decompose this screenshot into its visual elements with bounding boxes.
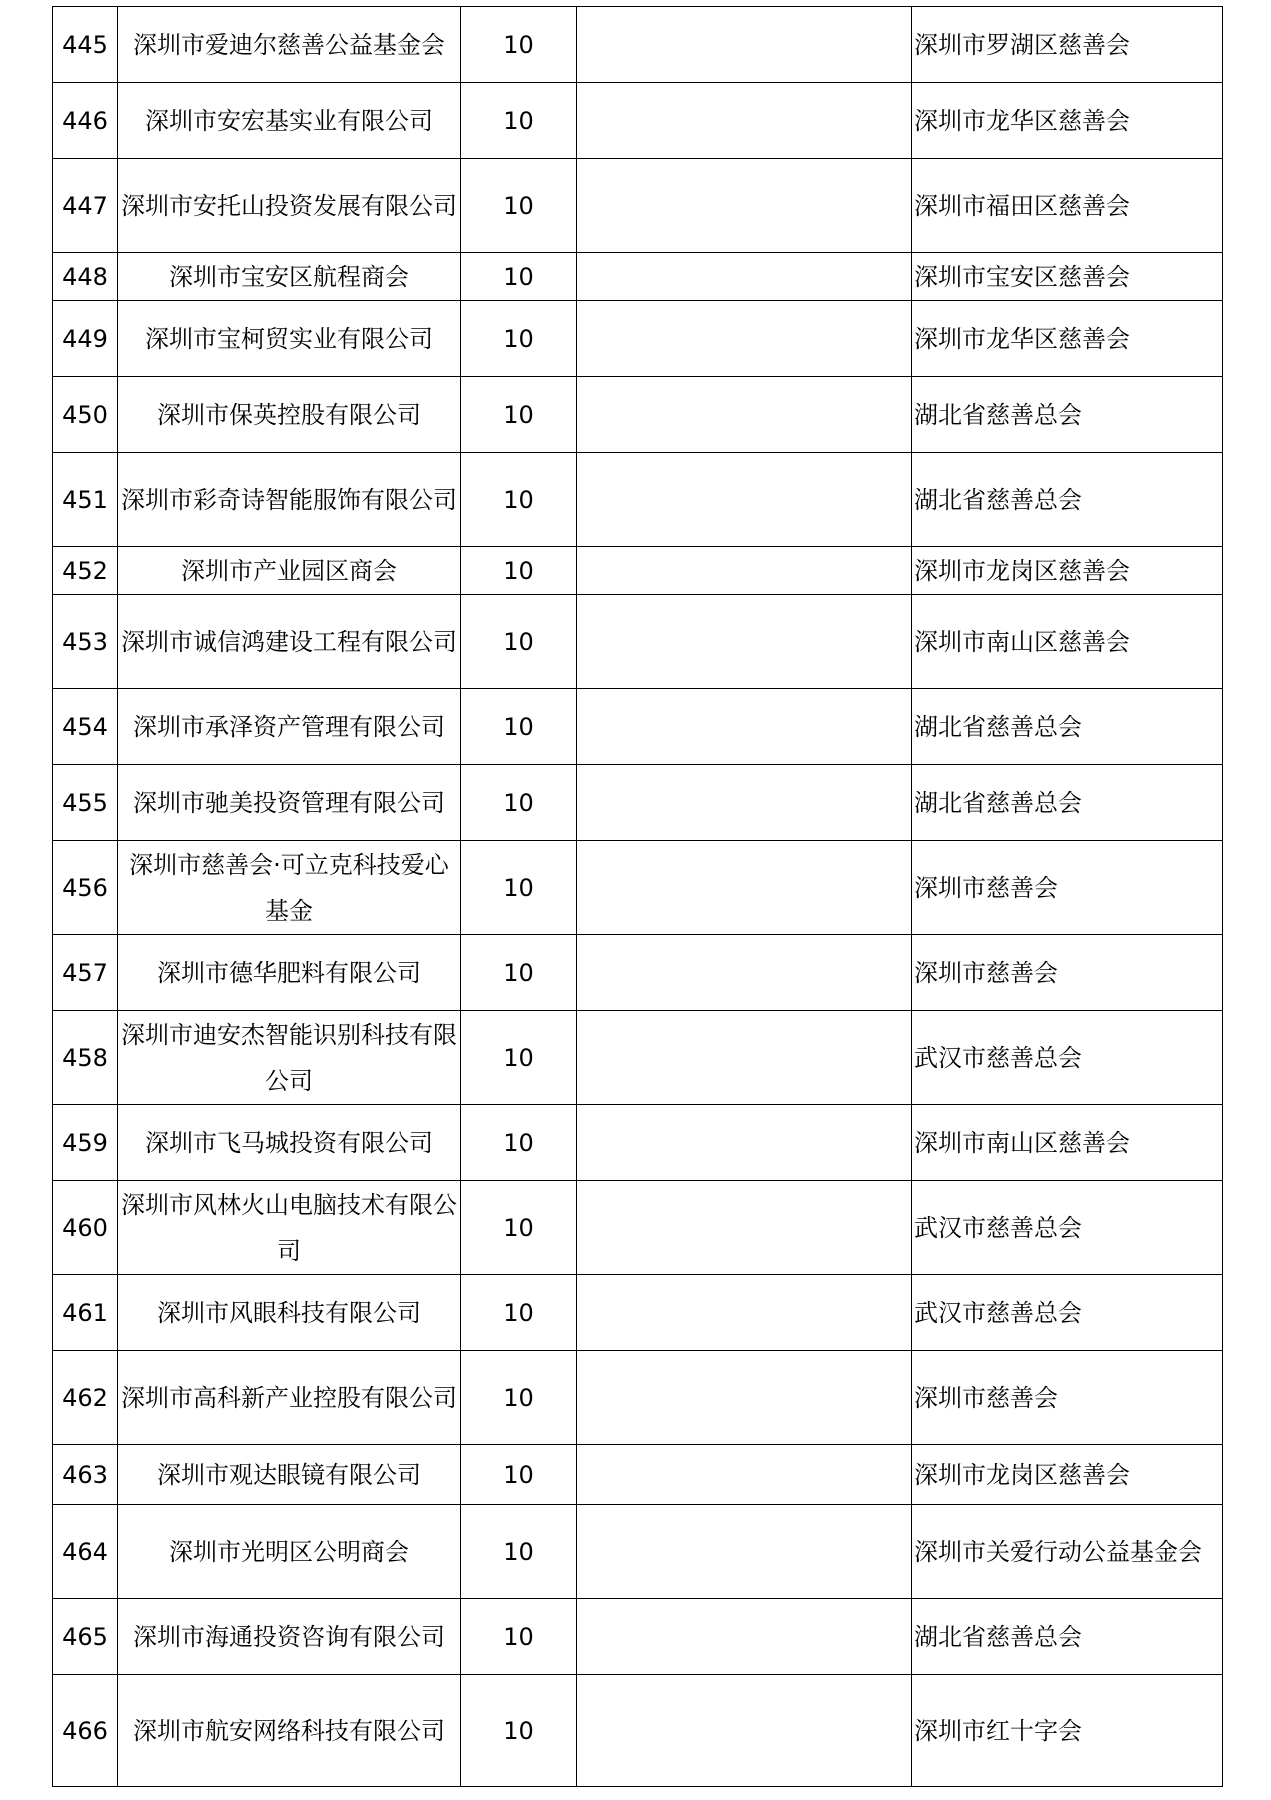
donation-amount: 10 bbox=[461, 83, 577, 159]
recipient-org: 深圳市福田区慈善会 bbox=[912, 159, 1223, 253]
table-row bbox=[53, 453, 1223, 547]
donation-amount: 10 bbox=[461, 7, 577, 83]
recipient-org: 湖北省慈善总会 bbox=[912, 377, 1223, 453]
recipient-org: 武汉市慈善总会 bbox=[912, 1275, 1223, 1351]
table-row bbox=[53, 547, 1223, 595]
donor-name: 深圳市海通投资咨询有限公司 bbox=[118, 1599, 461, 1675]
donor-name: 深圳市安宏基实业有限公司 bbox=[118, 83, 461, 159]
donor-name: 深圳市德华肥料有限公司 bbox=[118, 935, 461, 1011]
donor-name: 深圳市观达眼镜有限公司 bbox=[118, 1445, 461, 1505]
table-row bbox=[53, 1275, 1223, 1351]
blank-cell bbox=[577, 1181, 912, 1275]
donor-name: 深圳市彩奇诗智能服饰有限公司 bbox=[118, 453, 461, 547]
recipient-org: 湖北省慈善总会 bbox=[912, 453, 1223, 547]
blank-cell bbox=[577, 453, 912, 547]
row-index: 446 bbox=[53, 83, 118, 159]
donor-name: 深圳市爱迪尔慈善公益基金会 bbox=[118, 7, 461, 83]
recipient-org: 湖北省慈善总会 bbox=[912, 765, 1223, 841]
row-index: 464 bbox=[53, 1505, 118, 1599]
table-body bbox=[53, 7, 1223, 1787]
row-index: 462 bbox=[53, 1351, 118, 1445]
blank-cell bbox=[577, 689, 912, 765]
row-index: 463 bbox=[53, 1445, 118, 1505]
row-index: 457 bbox=[53, 935, 118, 1011]
recipient-org: 深圳市龙华区慈善会 bbox=[912, 301, 1223, 377]
blank-cell bbox=[577, 1599, 912, 1675]
donor-name: 深圳市宝安区航程商会 bbox=[118, 253, 461, 301]
blank-cell bbox=[577, 159, 912, 253]
row-index: 451 bbox=[53, 453, 118, 547]
donation-amount: 10 bbox=[461, 159, 577, 253]
donor-name: 深圳市保英控股有限公司 bbox=[118, 377, 461, 453]
row-index: 465 bbox=[53, 1599, 118, 1675]
recipient-org: 深圳市龙岗区慈善会 bbox=[912, 1445, 1223, 1505]
blank-cell bbox=[577, 765, 912, 841]
table-row bbox=[53, 301, 1223, 377]
recipient-org: 深圳市南山区慈善会 bbox=[912, 595, 1223, 689]
row-index: 447 bbox=[53, 159, 118, 253]
table-row bbox=[53, 1445, 1223, 1505]
table-row bbox=[53, 1181, 1223, 1275]
donation-table bbox=[52, 6, 1223, 1787]
row-index: 453 bbox=[53, 595, 118, 689]
donation-amount: 10 bbox=[461, 595, 577, 689]
blank-cell bbox=[577, 935, 912, 1011]
donation-amount: 10 bbox=[461, 1181, 577, 1275]
row-index: 461 bbox=[53, 1275, 118, 1351]
donation-amount: 10 bbox=[461, 689, 577, 765]
blank-cell bbox=[577, 841, 912, 935]
recipient-org: 深圳市龙华区慈善会 bbox=[912, 83, 1223, 159]
table-row bbox=[53, 765, 1223, 841]
donation-amount: 10 bbox=[461, 841, 577, 935]
blank-cell bbox=[577, 1351, 912, 1445]
table-row bbox=[53, 841, 1223, 935]
table-row bbox=[53, 253, 1223, 301]
row-index: 450 bbox=[53, 377, 118, 453]
row-index: 448 bbox=[53, 253, 118, 301]
donor-name: 深圳市航安网络科技有限公司 bbox=[118, 1675, 461, 1787]
table-row bbox=[53, 1505, 1223, 1599]
row-index: 466 bbox=[53, 1675, 118, 1787]
donor-name: 深圳市飞马城投资有限公司 bbox=[118, 1105, 461, 1181]
recipient-org: 湖北省慈善总会 bbox=[912, 1599, 1223, 1675]
donor-name: 深圳市光明区公明商会 bbox=[118, 1505, 461, 1599]
table-row bbox=[53, 1351, 1223, 1445]
recipient-org: 深圳市罗湖区慈善会 bbox=[912, 7, 1223, 83]
table-row bbox=[53, 1105, 1223, 1181]
donor-name: 深圳市宝柯贸实业有限公司 bbox=[118, 301, 461, 377]
recipient-org: 湖北省慈善总会 bbox=[912, 689, 1223, 765]
donation-amount: 10 bbox=[461, 1351, 577, 1445]
donor-name: 深圳市诚信鸿建设工程有限公司 bbox=[118, 595, 461, 689]
donation-amount: 10 bbox=[461, 1445, 577, 1505]
donor-name: 深圳市产业园区商会 bbox=[118, 547, 461, 595]
table-row bbox=[53, 83, 1223, 159]
recipient-org: 武汉市慈善总会 bbox=[912, 1011, 1223, 1105]
blank-cell bbox=[577, 1505, 912, 1599]
recipient-org: 深圳市红十字会 bbox=[912, 1675, 1223, 1787]
row-index: 455 bbox=[53, 765, 118, 841]
row-index: 459 bbox=[53, 1105, 118, 1181]
donation-amount: 10 bbox=[461, 547, 577, 595]
row-index: 452 bbox=[53, 547, 118, 595]
blank-cell bbox=[577, 547, 912, 595]
blank-cell bbox=[577, 1105, 912, 1181]
recipient-org: 深圳市关爱行动公益基金会 bbox=[912, 1505, 1223, 1599]
blank-cell bbox=[577, 83, 912, 159]
recipient-org: 深圳市慈善会 bbox=[912, 935, 1223, 1011]
donor-name: 深圳市驰美投资管理有限公司 bbox=[118, 765, 461, 841]
table-row bbox=[53, 689, 1223, 765]
donation-amount: 10 bbox=[461, 1011, 577, 1105]
recipient-org: 深圳市慈善会 bbox=[912, 1351, 1223, 1445]
row-index: 449 bbox=[53, 301, 118, 377]
blank-cell bbox=[577, 1445, 912, 1505]
table-row bbox=[53, 1599, 1223, 1675]
donor-name: 深圳市迪安杰智能识别科技有限公司 bbox=[118, 1011, 461, 1105]
donation-amount: 10 bbox=[461, 1275, 577, 1351]
table-row bbox=[53, 935, 1223, 1011]
recipient-org: 深圳市宝安区慈善会 bbox=[912, 253, 1223, 301]
donation-amount: 10 bbox=[461, 1599, 577, 1675]
row-index: 454 bbox=[53, 689, 118, 765]
blank-cell bbox=[577, 1675, 912, 1787]
donor-name: 深圳市安托山投资发展有限公司 bbox=[118, 159, 461, 253]
donation-amount: 10 bbox=[461, 935, 577, 1011]
blank-cell bbox=[577, 7, 912, 83]
blank-cell bbox=[577, 1011, 912, 1105]
donor-name: 深圳市风眼科技有限公司 bbox=[118, 1275, 461, 1351]
row-index: 456 bbox=[53, 841, 118, 935]
donation-amount: 10 bbox=[461, 453, 577, 547]
row-index: 460 bbox=[53, 1181, 118, 1275]
recipient-org: 武汉市慈善总会 bbox=[912, 1181, 1223, 1275]
table-row bbox=[53, 377, 1223, 453]
blank-cell bbox=[577, 1275, 912, 1351]
table-row bbox=[53, 7, 1223, 83]
donation-amount: 10 bbox=[461, 1505, 577, 1599]
donation-amount: 10 bbox=[461, 1105, 577, 1181]
donation-amount: 10 bbox=[461, 377, 577, 453]
donation-amount: 10 bbox=[461, 301, 577, 377]
table-row bbox=[53, 1011, 1223, 1105]
blank-cell bbox=[577, 377, 912, 453]
donor-name: 深圳市风林火山电脑技术有限公司 bbox=[118, 1181, 461, 1275]
blank-cell bbox=[577, 301, 912, 377]
row-index: 458 bbox=[53, 1011, 118, 1105]
donation-amount: 10 bbox=[461, 253, 577, 301]
donation-amount: 10 bbox=[461, 765, 577, 841]
row-index: 445 bbox=[53, 7, 118, 83]
table-row bbox=[53, 1675, 1223, 1787]
table-row bbox=[53, 159, 1223, 253]
table-row bbox=[53, 595, 1223, 689]
donation-amount: 10 bbox=[461, 1675, 577, 1787]
donor-name: 深圳市承泽资产管理有限公司 bbox=[118, 689, 461, 765]
recipient-org: 深圳市南山区慈善会 bbox=[912, 1105, 1223, 1181]
blank-cell bbox=[577, 253, 912, 301]
donor-name: 深圳市慈善会·可立克科技爱心基金 bbox=[118, 841, 461, 935]
recipient-org: 深圳市龙岗区慈善会 bbox=[912, 547, 1223, 595]
donor-name: 深圳市高科新产业控股有限公司 bbox=[118, 1351, 461, 1445]
blank-cell bbox=[577, 595, 912, 689]
recipient-org: 深圳市慈善会 bbox=[912, 841, 1223, 935]
